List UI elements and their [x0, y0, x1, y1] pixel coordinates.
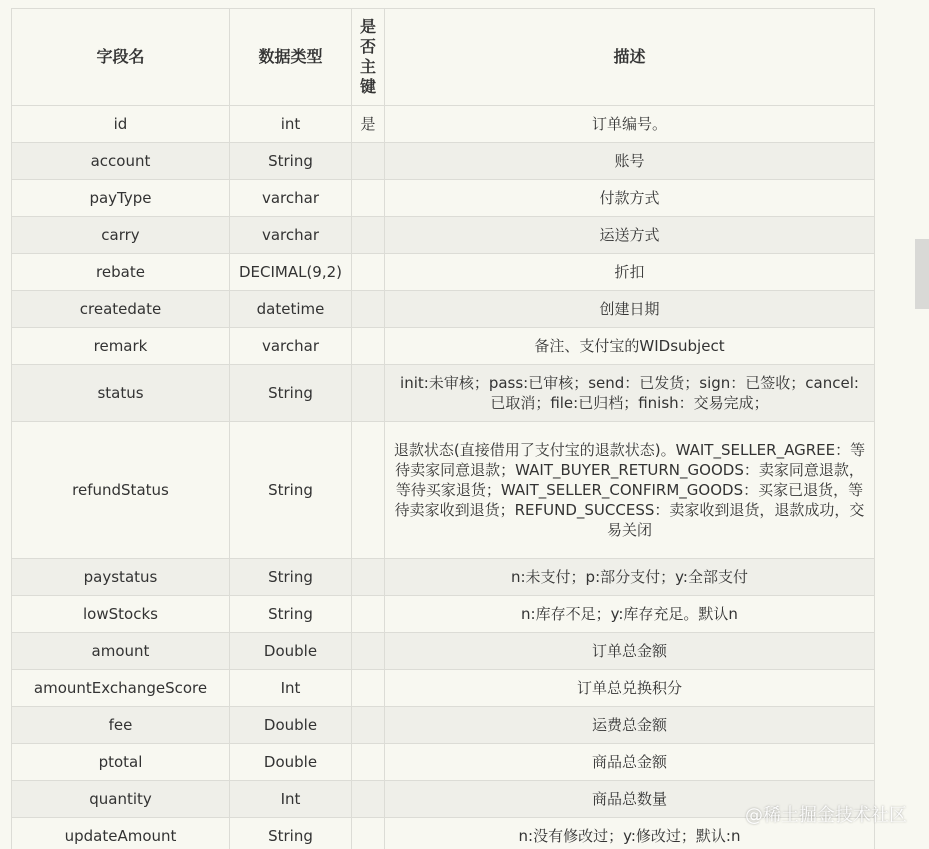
cell-desc: 账号 — [385, 143, 875, 180]
cell-field: id — [12, 106, 230, 143]
cell-type: Double — [230, 633, 352, 670]
cell-field: refundStatus — [12, 422, 230, 559]
cell-field: fee — [12, 707, 230, 744]
cell-field: rebate — [12, 254, 230, 291]
cell-pk — [352, 559, 385, 596]
watermark: @稀土掘金技术社区 — [745, 805, 907, 826]
cell-field: createdate — [12, 291, 230, 328]
cell-pk — [352, 818, 385, 849]
scrollbar-thumb[interactable] — [915, 239, 929, 309]
cell-pk — [352, 365, 385, 422]
table-row — [12, 559, 875, 596]
table-row — [12, 291, 875, 328]
cell-field: amount — [12, 633, 230, 670]
cell-desc: 订单总兑换积分 — [385, 670, 875, 707]
cell-pk — [352, 180, 385, 217]
cell-type: datetime — [230, 291, 352, 328]
cell-desc: 备注、支付宝的WIDsubject — [385, 328, 875, 365]
table-row — [12, 596, 875, 633]
cell-desc: n:未支付；p:部分支付；y:全部支付 — [385, 559, 875, 596]
cell-pk — [352, 781, 385, 818]
cell-field: quantity — [12, 781, 230, 818]
header-primary-key — [352, 9, 385, 106]
table-row — [12, 633, 875, 670]
cell-field: updateAmount — [12, 818, 230, 849]
cell-type: Double — [230, 707, 352, 744]
cell-field: ptotal — [12, 744, 230, 781]
cell-field: remark — [12, 328, 230, 365]
cell-desc: 付款方式 — [385, 180, 875, 217]
cell-desc: 折扣 — [385, 254, 875, 291]
cell-type: String — [230, 365, 352, 422]
cell-field: lowStocks — [12, 596, 230, 633]
cell-desc: 运送方式 — [385, 217, 875, 254]
table-row — [12, 217, 875, 254]
cell-type: Double — [230, 744, 352, 781]
table-row — [12, 365, 875, 422]
cell-field: account — [12, 143, 230, 180]
cell-type: Int — [230, 670, 352, 707]
cell-pk — [352, 328, 385, 365]
header-field-name: 字段名 — [12, 9, 230, 106]
table-row — [12, 744, 875, 781]
cell-desc: 运费总金额 — [385, 707, 875, 744]
cell-desc: 创建日期 — [385, 291, 875, 328]
table-row — [12, 422, 875, 559]
cell-pk: 是 — [352, 106, 385, 143]
header-primary-key-char: 是 — [359, 17, 376, 36]
cell-field: payType — [12, 180, 230, 217]
cell-pk — [352, 744, 385, 781]
cell-desc: 退款状态(直接借用了支付宝的退款状态)。WAIT_SELLER_AGREE：等待卖家同意退款；WAIT_BUYER_RETURN_GOODS：卖家同意退款，等待买家退货；WAIT_SELLER_CONFIRM_GOODS：买家已退货，等待卖家收到退货；REFUND_SUCCESS：卖家收到退货，退款成功，交易关闭 — [385, 422, 875, 559]
cell-field: paystatus — [12, 559, 230, 596]
table-row — [12, 180, 875, 217]
table-row — [12, 254, 875, 291]
cell-pk — [352, 670, 385, 707]
cell-desc: 订单编号。 — [385, 106, 875, 143]
header-primary-key-char: 主 — [359, 57, 376, 76]
cell-type: varchar — [230, 328, 352, 365]
cell-type: int — [230, 106, 352, 143]
cell-desc: n:没有修改过；y:修改过；默认:n — [385, 818, 875, 849]
cell-type: String — [230, 596, 352, 633]
cell-desc: 商品总金额 — [385, 744, 875, 781]
cell-desc: n:库存不足；y:库存充足。默认n — [385, 596, 875, 633]
cell-type: varchar — [230, 180, 352, 217]
cell-pk — [352, 707, 385, 744]
cell-pk — [352, 596, 385, 633]
cell-type: DECIMAL(9,2) — [230, 254, 352, 291]
cell-pk — [352, 633, 385, 670]
cell-pk — [352, 254, 385, 291]
cell-field: amountExchangeScore — [12, 670, 230, 707]
cell-type: String — [230, 422, 352, 559]
cell-desc: 商品总数量 — [385, 781, 875, 818]
table-row — [12, 143, 875, 180]
cell-type: String — [230, 818, 352, 849]
cell-field: status — [12, 365, 230, 422]
field-table — [11, 8, 875, 849]
table-row — [12, 670, 875, 707]
cell-pk — [352, 143, 385, 180]
cell-type: String — [230, 559, 352, 596]
cell-pk — [352, 217, 385, 254]
cell-pk — [352, 422, 385, 559]
table-header-row — [12, 9, 875, 106]
vertical-scrollbar[interactable] — [915, 0, 929, 849]
header-primary-key-char: 键 — [359, 77, 376, 96]
cell-desc: init:未审核；pass:已审核；send：已发货；sign：已签收；cancel:已取消；file:已归档；finish：交易完成； — [385, 365, 875, 422]
cell-type: Int — [230, 781, 352, 818]
cell-desc: 订单总金额 — [385, 633, 875, 670]
header-primary-key-char: 否 — [359, 37, 376, 56]
cell-field: carry — [12, 217, 230, 254]
table-row — [12, 328, 875, 365]
cell-pk — [352, 291, 385, 328]
cell-type: varchar — [230, 217, 352, 254]
cell-type: String — [230, 143, 352, 180]
table-row — [12, 707, 875, 744]
header-data-type: 数据类型 — [230, 9, 352, 106]
header-description: 描述 — [385, 9, 875, 106]
table-row — [12, 106, 875, 143]
